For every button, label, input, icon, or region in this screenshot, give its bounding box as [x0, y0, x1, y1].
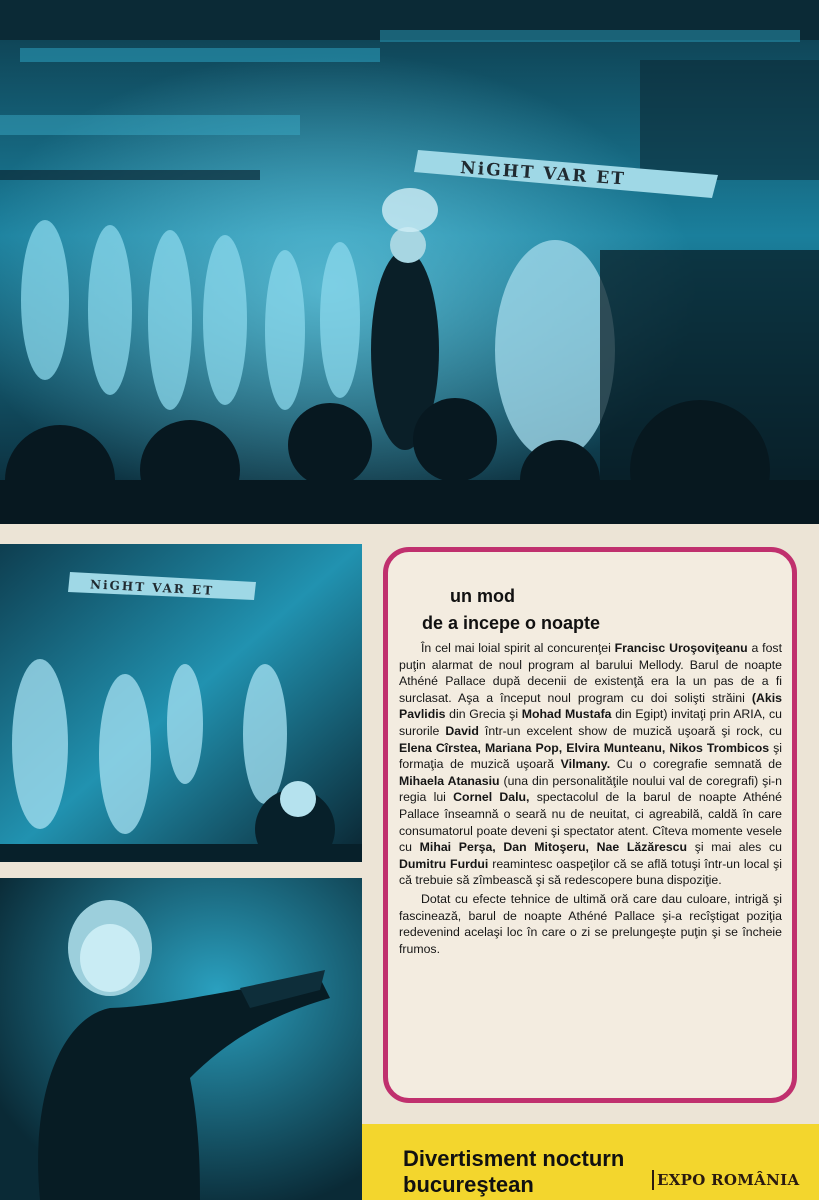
night-variety-sign: NiGHT VAR ET: [459, 158, 627, 190]
article-name-bold: David: [445, 723, 479, 738]
article-name-bold: Cornel Dalu,: [453, 790, 530, 805]
headline-line-1: un mod: [450, 585, 515, 606]
article-text-run: şi formaţia de muzică uşoară: [399, 740, 782, 772]
article-text-run: Dotat cu efecte tehnice de ultimă oră care dau culoare, intrigă şi fascinează, barul de noapte Athéné Pallace şi-a recîştigat poziţia redevenind acelaşi loc în care o zi se prelungeşte puţin şi se încheie frumos.: [399, 891, 782, 956]
article-headline: [420, 583, 780, 637]
article-name-bold: Elena Cîrstea, Mariana Pop, Elvira Munteanu, Nikos Trombicos: [399, 740, 770, 755]
section-title: Divertisment nocturn bucureştean: [403, 1146, 625, 1197]
article-text-run: Cu o coregrafie semnată de: [610, 757, 782, 772]
article-name-bold: (Akis Pavlidis: [399, 690, 782, 722]
photo-singer: [0, 878, 362, 1200]
article-text-run: din Egipt) invitaţi prin ARIA, cu surorile: [399, 707, 782, 738]
photo-stage-show: [0, 0, 819, 524]
article-text-run: (una din personalităţile noului val de coregrafi) şi-n regia lui: [399, 773, 782, 805]
article-name-bold: Mihaela Atanasiu: [399, 773, 500, 788]
article-paragraph-1: [399, 640, 782, 889]
article-text-run: şi mai ales cu: [687, 840, 782, 855]
photo-dancers: [0, 544, 362, 862]
headline-line-2: de a incepe o noapte: [422, 612, 601, 633]
article-body: [399, 640, 782, 957]
article-name-bold: Francisc Uroşoviţeanu: [614, 641, 748, 655]
article-name-bold: Mohad Mustafa: [521, 707, 612, 722]
article-name-bold: Mihai Perşa, Dan Mitoşeru, Nae Lăzărescu: [419, 840, 688, 855]
article-name-bold: Dumitru Furdui: [399, 856, 489, 871]
article-text-run: În cel mai loial spirit al concurenţei: [421, 641, 615, 655]
article-text-run: din Grecia şi: [445, 707, 522, 722]
article-text-run: a fost puţin alarmat de noul program al barului Mellody. Barul de noapte Athéné Pallace după decenii de existenţă era la un pas de a fi surclasat. Aşa a început noul program cu doi solişti străini: [399, 641, 782, 705]
article-paragraph-2: [399, 891, 782, 957]
article-text-run: reamintesc oaspeţilor că se află totuşi într-un local şi că trebuie să zîmbească şi să redescopere buna dispoziţie.: [399, 856, 782, 888]
watermark: EXPO ROMÂNIA: [652, 1170, 799, 1190]
article-text-run: într-un excelent show de muzică uşoară şi rock, cu: [478, 723, 782, 738]
article-name-bold: Vilmany.: [560, 757, 611, 772]
night-variety-sign-small: NiGHT VAR ET: [89, 577, 215, 598]
article-text-run: spectacolul de la barul de noapte Athéné Pallace înseamnă o seară nu de neuitat, ci agreabilă, caldă în care consumatorul poate deveni şi spectator atent. Cîteva momente vesele cu: [399, 790, 782, 855]
